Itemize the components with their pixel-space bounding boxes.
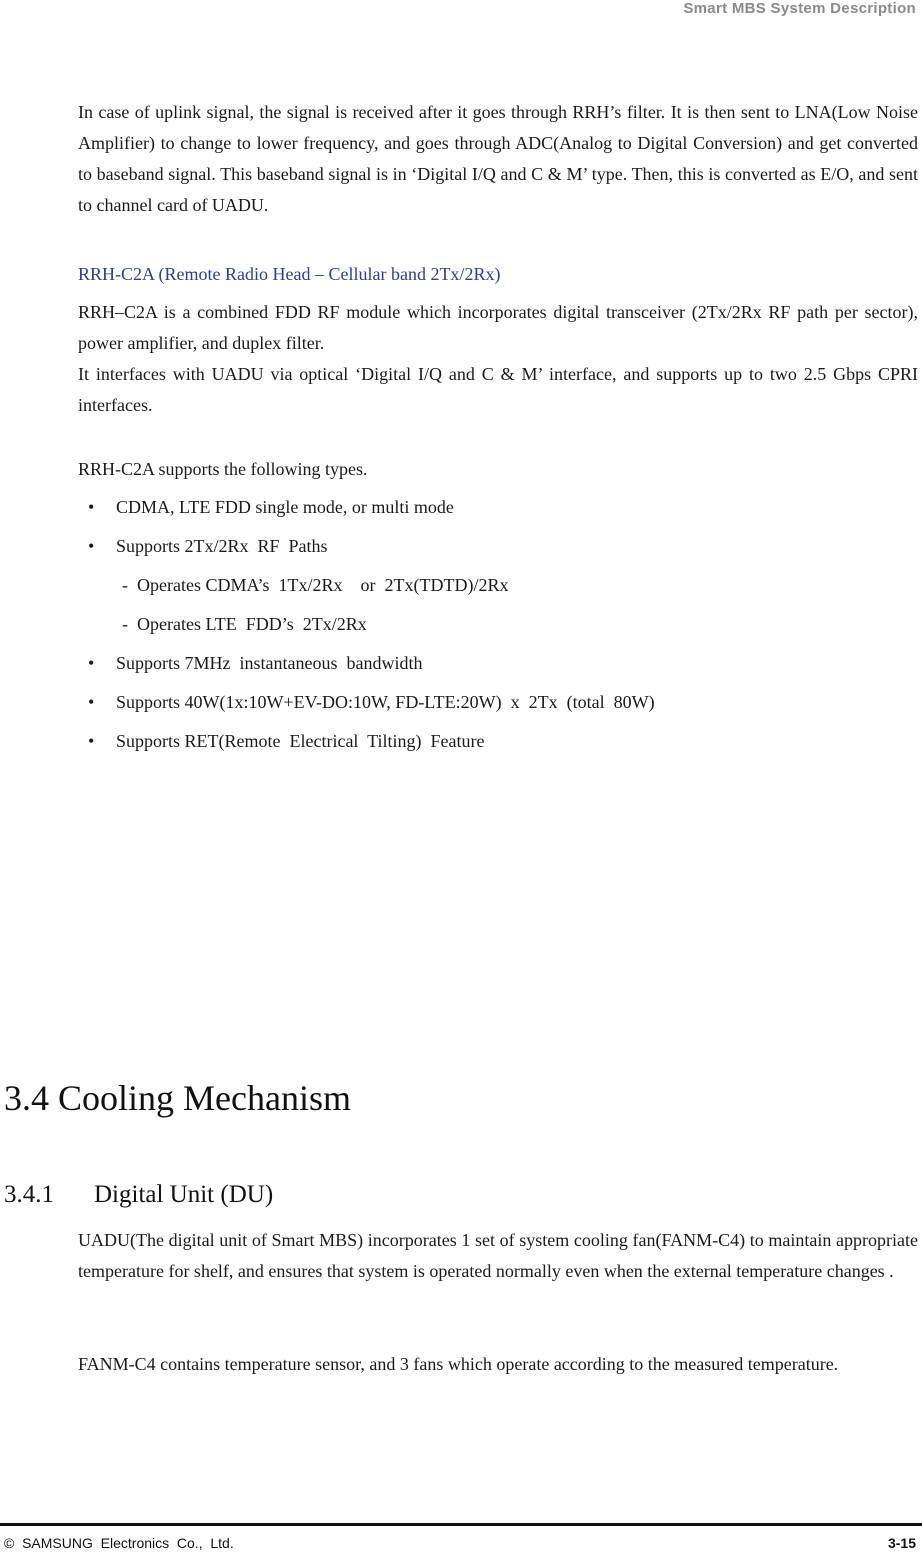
rrh-description-line-1: RRH–C2A is a combined FDD RF module which incorporates digital transceiver (2Tx/2Rx RF path per sector), power amplifier, and duplex filter. xyxy=(78,302,918,353)
subsection-heading xyxy=(4,1178,273,1212)
bullet-icon: • xyxy=(88,653,95,673)
footer-copyright: © SAMSUNG Electronics Co., Ltd. xyxy=(4,1535,234,1551)
rrh-description-line-2: It interfaces with UADU via optical ‘Digital I/Q and C & M’ interface, and supports up to two 2.5 Gbps CPRI interfaces. xyxy=(78,364,918,415)
rrh-feature-list xyxy=(78,492,918,765)
list-item xyxy=(78,648,918,687)
bullet-icon: • xyxy=(88,692,95,712)
list-item-text: Supports 7MHz instantaneous bandwidth xyxy=(116,653,423,673)
bullet-icon: • xyxy=(88,731,95,751)
list-item-text: Supports RET(Remote Electrical Tilting) Feature xyxy=(116,731,485,751)
sub-list-item xyxy=(78,570,918,609)
fan-paragraph: FANM-C4 contains temperature sensor, and 3 fans which operate according to the measured temperature. xyxy=(78,1354,839,1374)
uplink-paragraph: In case of uplink signal, the signal is received after it goes through RRH’s filter. It is then sent to LNA(Low Noise Amplifier) to change to lower frequency, and goes through ADC(Analog to Digital Conversion) and get converted to baseband signal. This baseband signal is in ‘Digital I/Q and C & M’ type. Then, this is converted as E/O, and sent to channel card of UADU. xyxy=(78,102,918,215)
sub-list-item-text: - Operates CDMA’s 1Tx/2Rx or 2Tx(TDTD)/2Rx xyxy=(122,575,509,595)
bullet-icon: • xyxy=(88,536,95,556)
list-item xyxy=(78,687,918,726)
list-item-text: CDMA, LTE FDD single mode, or multi mode xyxy=(116,497,454,517)
sub-list-item-text: - Operates LTE FDD’s 2Tx/2Rx xyxy=(122,614,367,634)
subsection-number: 3.4.1 xyxy=(4,1181,54,1208)
page-number: 3-15 xyxy=(887,1535,916,1551)
footer-divider xyxy=(0,1523,922,1526)
list-item xyxy=(78,531,918,570)
subsection-title-text: Digital Unit (DU) xyxy=(94,1181,274,1208)
list-item-text: Supports 2Tx/2Rx RF Paths xyxy=(116,536,328,556)
running-header: Smart MBS System Description xyxy=(683,0,916,17)
sub-list-item xyxy=(78,609,918,648)
list-item-text: Supports 40W(1x:10W+EV-DO:10W, FD-LTE:20W) x 2Tx (total 80W) xyxy=(116,692,655,712)
bullet-icon: • xyxy=(88,497,95,517)
list-item xyxy=(78,726,918,765)
rrh-supports-intro: RRH-C2A supports the following types. xyxy=(78,459,368,479)
cooling-paragraph: UADU(The digital unit of Smart MBS) incorporates 1 set of system cooling fan(FANM-C4) to maintain appropriate temperature for shelf, and ensures that system is operated normally even when the external temperature changes . xyxy=(78,1230,918,1281)
list-item xyxy=(78,492,918,531)
rrh-description xyxy=(78,297,918,421)
rrh-subheading: RRH-C2A (Remote Radio Head – Cellular band 2Tx/2Rx) xyxy=(78,264,501,284)
section-heading: 3.4 Cooling Mechanism xyxy=(4,1078,351,1118)
